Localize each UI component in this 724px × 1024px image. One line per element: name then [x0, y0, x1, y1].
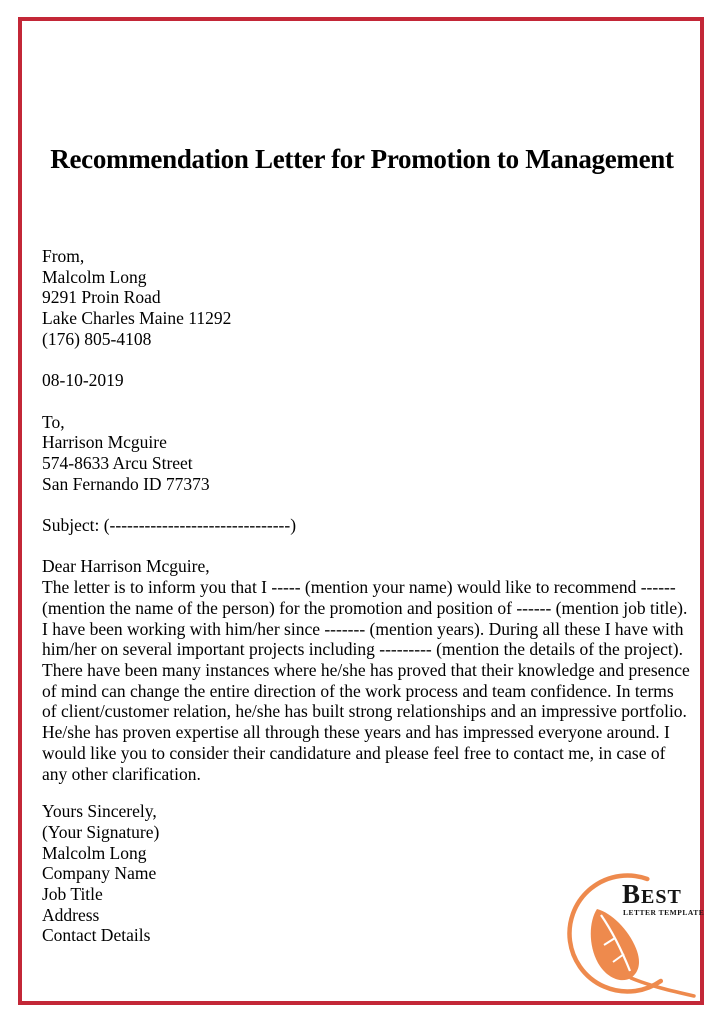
logo-subtitle: LETTER TEMPLATE	[623, 908, 705, 917]
text-line: Company Name	[42, 863, 157, 884]
text-line: 574-8633 Arcu Street	[42, 453, 193, 473]
text-line: Lake Charles Maine 11292	[42, 308, 232, 329]
text-line: (176) 805-4108	[42, 328, 152, 349]
letter-content	[42, 246, 692, 946]
body-paragraph: The letter is to inform you that I ----- (mention your name) would like to recommend ------ (mention the name of the person) for the promotion and position of ------ (mention job title). I have been working with him/her since ------- (mention years). During all these I have with him/her on several important projects including --------- (mention the details of the project). There have been many instances where he/she has proved that their knowledge and presence of mind can change the entire direction of the work process and team confidence. In terms of client/customer relation, he/she has built strong relationships and an impressive portfolio. He/she has proven expertise all through these years and has impressed everyone around. I would like you to consider their candidature and please feel free to contact me, in case of any other clarification.	[42, 577, 690, 784]
text-line: 9291 Proin Road	[42, 287, 161, 308]
text-line: San Fernando ID 77373	[42, 473, 210, 494]
text-line: (Your Signature)	[42, 821, 160, 842]
text-line: Malcolm Long	[42, 842, 147, 863]
logo-wordmark: BEST	[622, 879, 682, 909]
to-block	[42, 412, 692, 495]
text-line: To,	[42, 411, 65, 432]
text-line: Address	[42, 904, 100, 925]
text-line: Contact Details	[42, 925, 151, 946]
feather-quill-icon	[591, 909, 694, 996]
text-line: Job Title	[42, 884, 103, 905]
text-line: Malcolm Long	[42, 266, 147, 287]
from-block	[42, 246, 692, 350]
salutation: Dear Harrison Mcguire,	[42, 556, 210, 577]
brand-logo	[560, 853, 710, 1005]
letter-title: Recommendation Letter for Promotion to Management	[50, 144, 674, 175]
text-line: From,	[42, 246, 85, 266]
text-line: Harrison Mcguire	[42, 432, 167, 453]
date-line: 08-10-2019	[42, 370, 124, 391]
text-line: Yours Sincerely,	[42, 801, 157, 822]
subject-line: Subject: (-------------------------------)	[42, 515, 297, 536]
